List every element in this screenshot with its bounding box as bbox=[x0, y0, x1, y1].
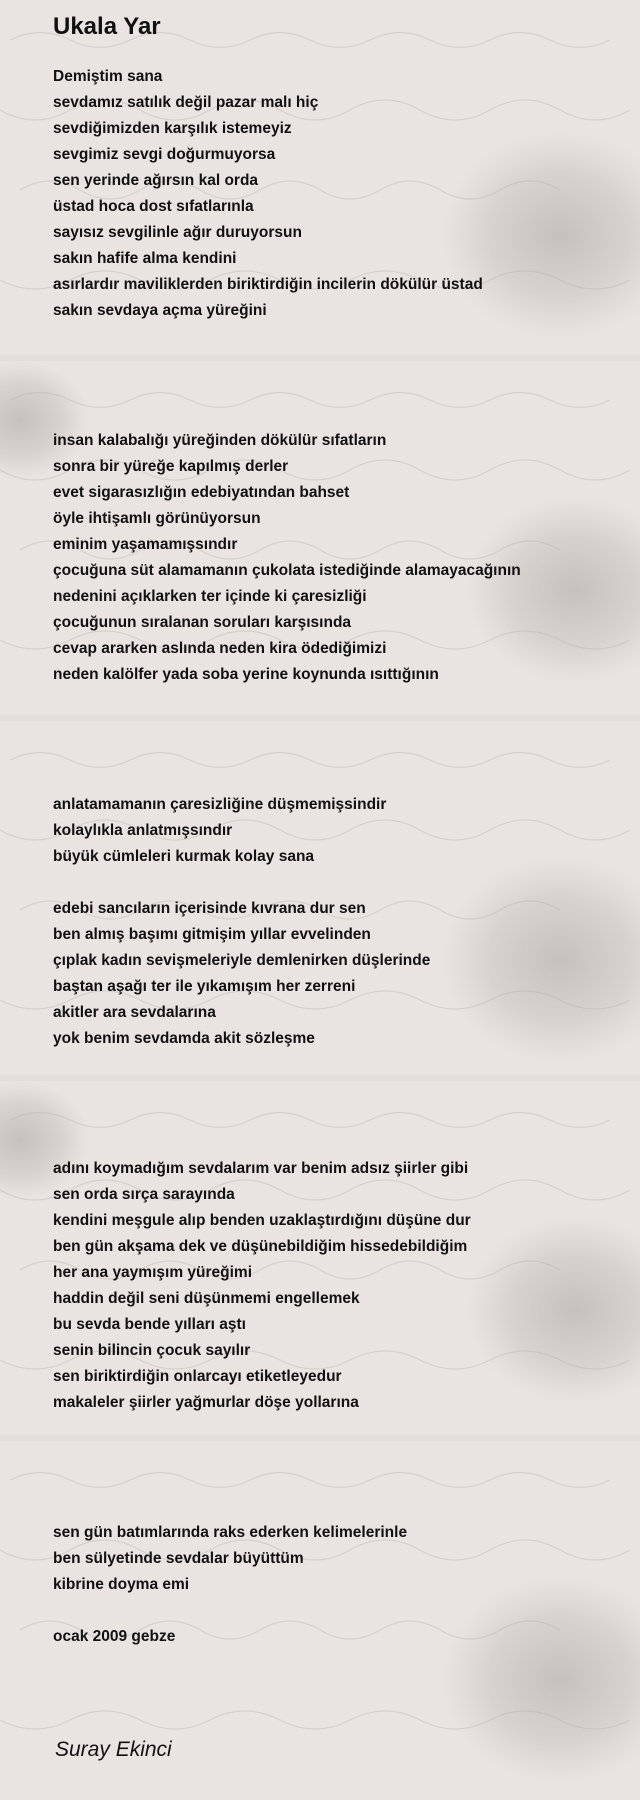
stanza-break bbox=[53, 1052, 620, 1078]
stanza-break bbox=[53, 1468, 620, 1494]
poem-line: edebi sancıların içerisinde kıvrana dur sen bbox=[53, 900, 366, 917]
poem-line: adını koymadığım sevdalarım var benim adsız şiirler gibi bbox=[53, 1160, 469, 1177]
stanza-break bbox=[53, 870, 620, 896]
stanza-break bbox=[53, 766, 620, 792]
stanza-break bbox=[53, 402, 620, 428]
poem-line: yok benim sevdamda akit sözleşme bbox=[53, 1030, 315, 1047]
stanza-break bbox=[53, 688, 620, 714]
stanza-break bbox=[53, 1078, 620, 1104]
poem-line: kolaylıkla anlatmışsındır bbox=[53, 822, 233, 839]
poem-line: çocuğuna süt alamamanın çukolata istediğinde alamayacağının bbox=[53, 562, 521, 579]
poem-line: insan kalabalığı yüreğinden dökülür sıfatların bbox=[53, 432, 387, 449]
stanza-break bbox=[53, 1442, 620, 1468]
poem-line: sen biriktirdiğin onlarcayı etiketleyedur bbox=[53, 1368, 342, 1385]
poem-line: büyük cümleleri kurmak kolay sana bbox=[53, 848, 315, 865]
stanza-break bbox=[53, 740, 620, 766]
poem-line: akitler ara sevdalarına bbox=[53, 1004, 216, 1021]
poem-line: sevdiğimizden karşılık istemeyiz bbox=[53, 120, 292, 137]
stanza-break bbox=[53, 1416, 620, 1442]
poem-line: kendini meşgule alıp benden uzaklaştırdığını düşüne dur bbox=[53, 1212, 471, 1229]
stanza-break bbox=[53, 350, 620, 376]
poem-line: sakın hafife alma kendini bbox=[53, 250, 237, 267]
poem-line: sen yerinde ağırsın kal orda bbox=[53, 172, 259, 189]
poem-line: sakın sevdaya açma yüreğini bbox=[53, 302, 267, 319]
poem-line: sonra bir yüreğe kapılmış derler bbox=[53, 458, 289, 475]
poem-line: çıplak kadın sevişmeleriyle demlenirken düşlerinde bbox=[53, 952, 431, 969]
stanza-break bbox=[53, 1494, 620, 1520]
poem-line: nedenini açıklarken ter içinde ki çaresizliği bbox=[53, 588, 367, 605]
poem-line: kibrine doyma emi bbox=[53, 1576, 190, 1593]
poem-line: ben gün akşama dek ve düşünebildiğim hissedebildiğim bbox=[53, 1238, 468, 1255]
stanza-break bbox=[53, 324, 620, 350]
poem-line: çocuğunun sıralanan soruları karşısında bbox=[53, 614, 352, 631]
poem-line: asırlardır maviliklerden biriktirdiğin incilerin dökülür üstad bbox=[53, 276, 483, 293]
poem-line: sen gün batımlarında raks ederken kelimelerinle bbox=[53, 1524, 408, 1541]
poem-line: haddin değil seni düşünmemi engellemek bbox=[53, 1290, 360, 1307]
stanza-break bbox=[53, 376, 620, 402]
poem-line: öyle ihtişamlı görünüyorsun bbox=[53, 510, 261, 527]
poem-line: neden kalölfer yada soba yerine koynunda ısıttığının bbox=[53, 666, 439, 683]
poem-line: senin bilincin çocuk sayılır bbox=[53, 1342, 251, 1359]
poem-line: sayısız sevgilinle ağır duruyorsun bbox=[53, 224, 302, 241]
poem-line: ben sülyetinde sevdalar büyüttüm bbox=[53, 1550, 304, 1567]
stanza-break bbox=[53, 1598, 620, 1624]
poem-title: Ukala Yar bbox=[53, 13, 161, 40]
poem-line: her ana yaymışım yüreğimi bbox=[53, 1264, 253, 1281]
poem-line: eminim yaşamamışsındır bbox=[53, 536, 238, 553]
poem-line: baştan aşağı ter ile yıkamışım her zerreni bbox=[53, 978, 356, 995]
poem-body bbox=[53, 64, 620, 1650]
poem-line: anlatamamanın çaresizliğine düşmemişsindir bbox=[53, 796, 387, 813]
stanza-break bbox=[53, 1130, 620, 1156]
poem-line: makaleler şiirler yağmurlar döşe yollarına bbox=[53, 1394, 359, 1411]
stanza-break bbox=[53, 714, 620, 740]
poem-line: üstad hoca dost sıfatlarınla bbox=[53, 198, 254, 215]
poem-line: ben almış başımı gitmişim yıllar evvelinden bbox=[53, 926, 371, 943]
poem-line: evet sigarasızlığın edebiyatından bahset bbox=[53, 484, 350, 501]
poem-line: Demiştim sana bbox=[53, 68, 163, 85]
poem-author: Suray Ekinci bbox=[55, 1738, 172, 1761]
poem-line: sevdamız satılık değil pazar malı hiç bbox=[53, 94, 319, 111]
poem-line: bu sevda bende yılları aştı bbox=[53, 1316, 246, 1333]
poem-line: ocak 2009 gebze bbox=[53, 1628, 176, 1645]
stanza-break bbox=[53, 1104, 620, 1130]
poem-line: sen orda sırça sarayında bbox=[53, 1186, 235, 1203]
poem-line: sevgimiz sevgi doğurmuyorsa bbox=[53, 146, 276, 163]
poem-line: cevap ararken aslında neden kira ödediğimizi bbox=[53, 640, 387, 657]
